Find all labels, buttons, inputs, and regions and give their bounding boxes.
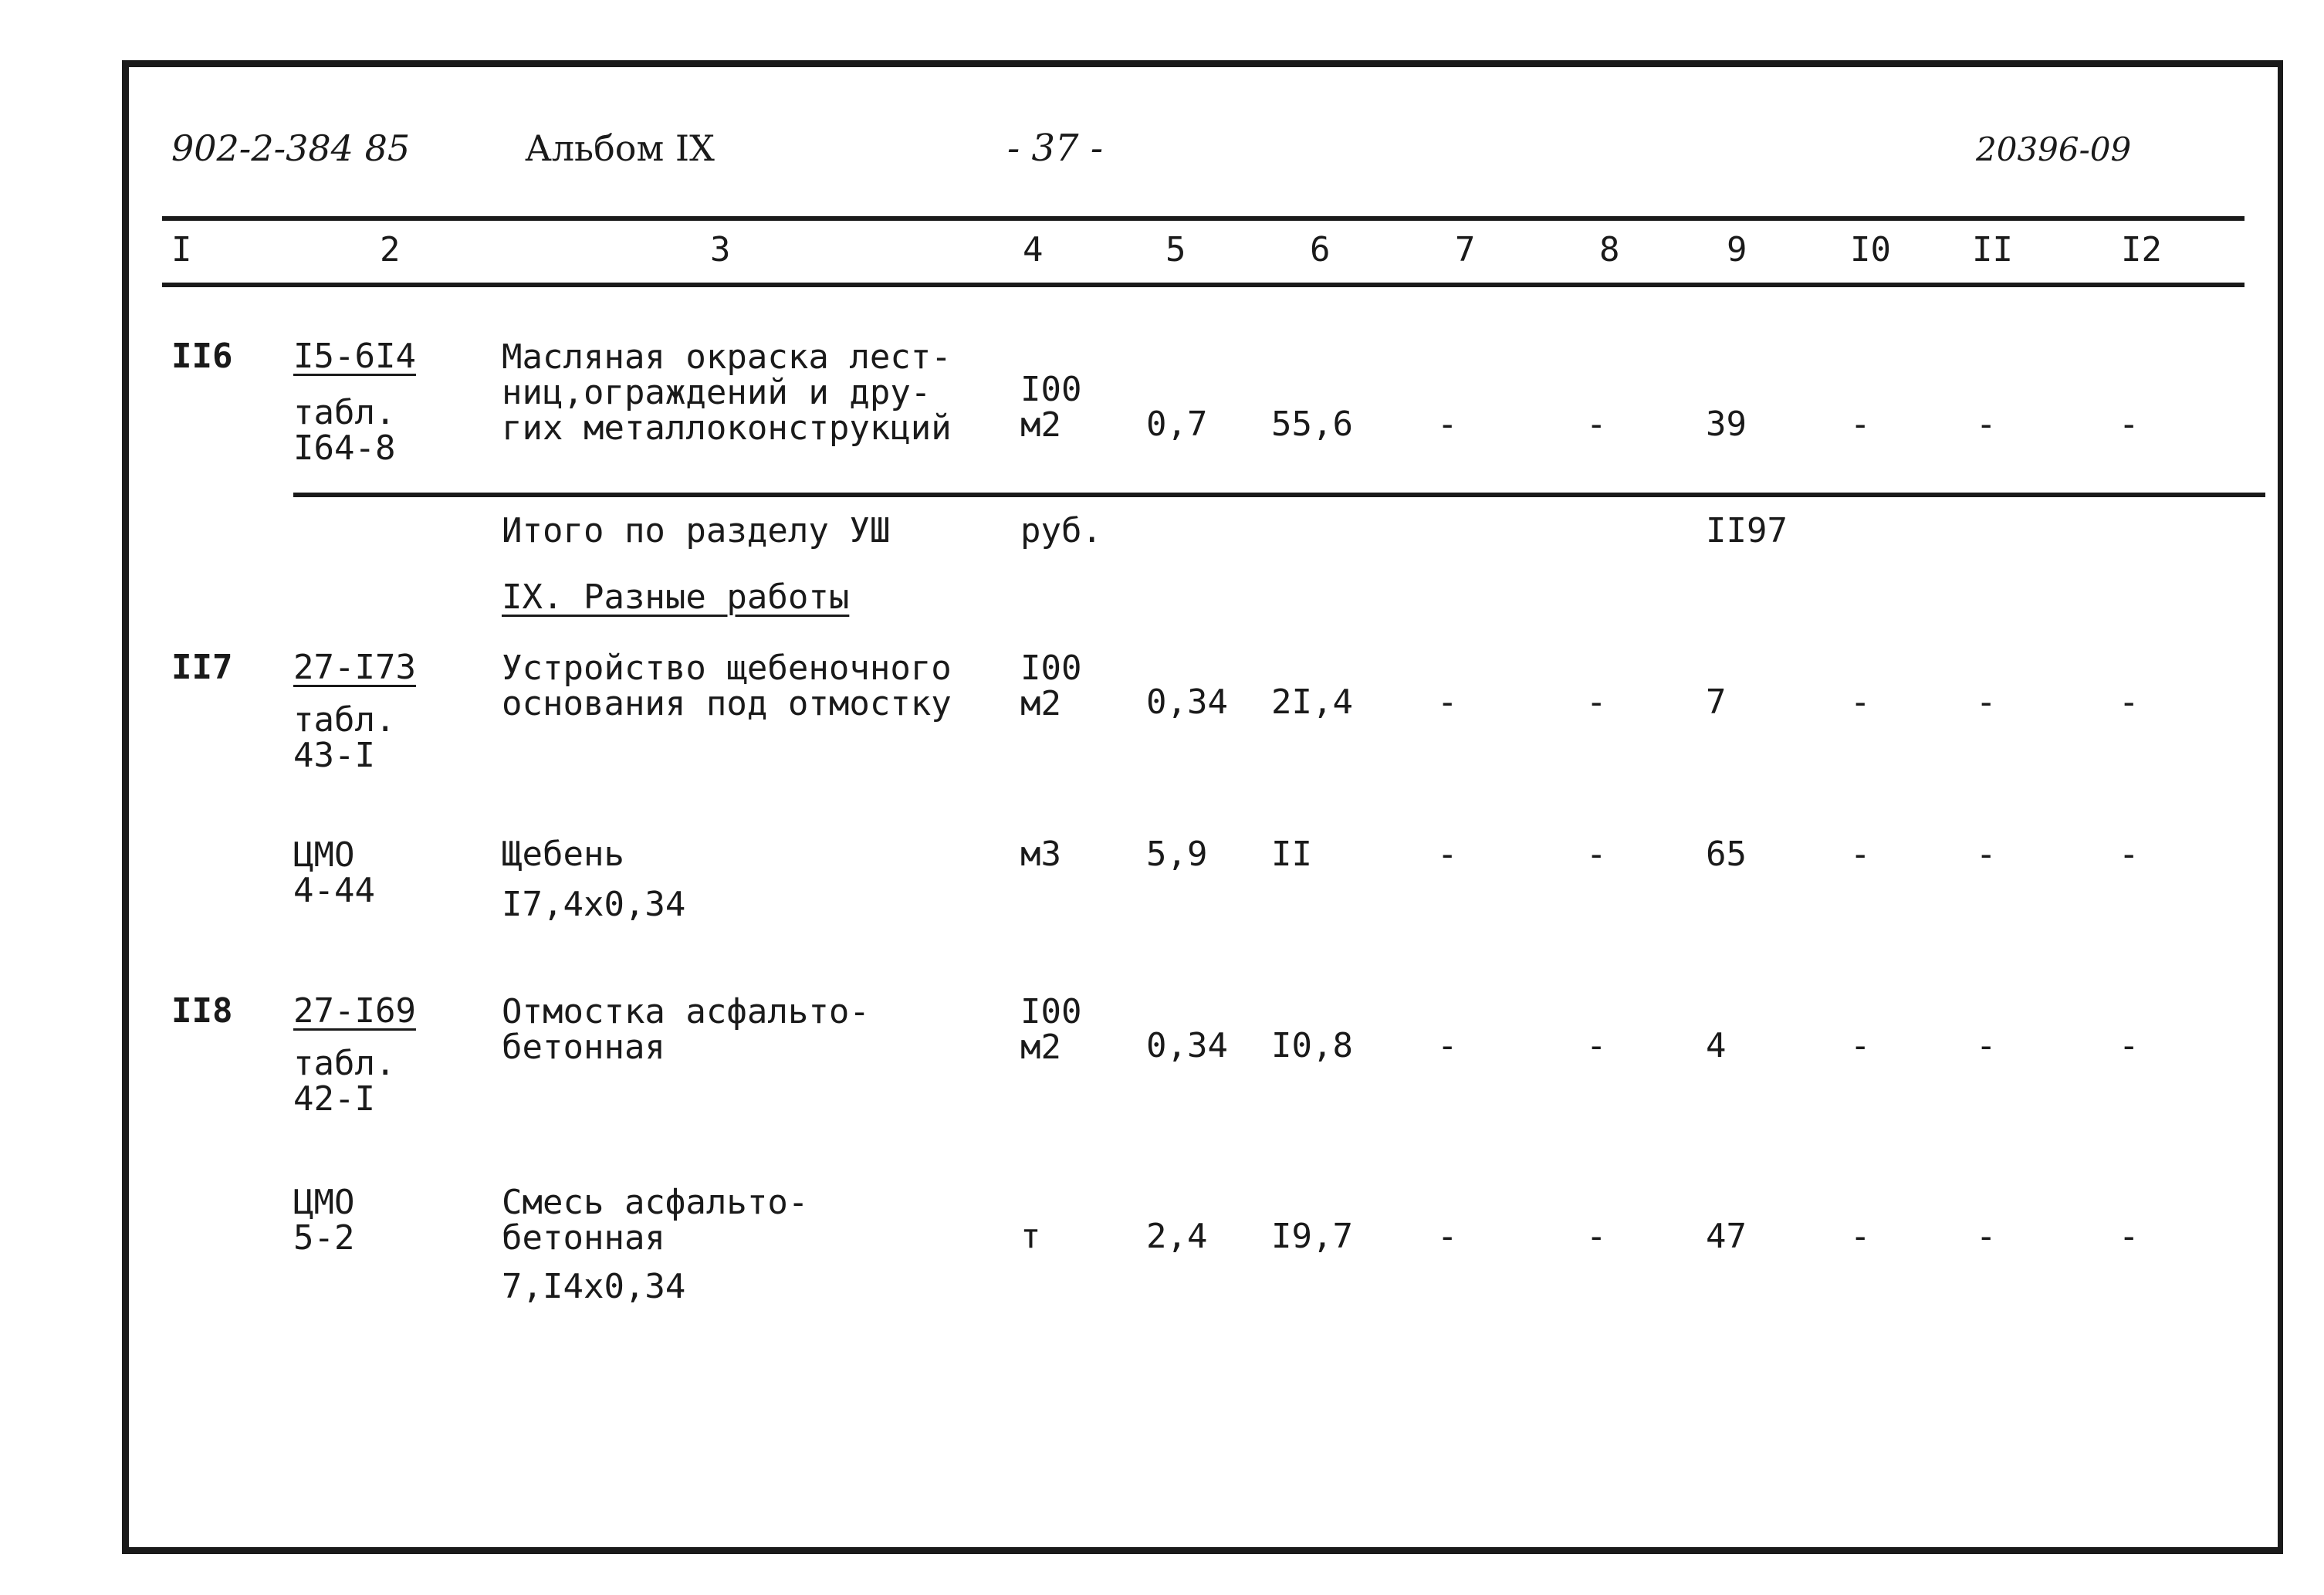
row-number: II8: [171, 991, 233, 1031]
col-num-8: 8: [1599, 230, 1620, 269]
col9-value: 7: [1706, 682, 1727, 722]
norm-code: 27-I73: [293, 648, 416, 687]
col7-value: -: [1437, 1026, 1458, 1065]
col7-value: -: [1437, 1217, 1458, 1256]
col11-value: -: [1976, 1217, 1997, 1256]
col10-value: -: [1850, 682, 1871, 722]
total-value: II97: [1706, 511, 1788, 550]
section-rule: [293, 493, 2265, 497]
col9-value: 65: [1706, 835, 1747, 874]
norm-code: 27-I69: [293, 991, 416, 1031]
col-num-10: I0: [1850, 230, 1891, 269]
header-bottom-rule: [162, 283, 2245, 287]
col10-value: -: [1850, 835, 1871, 874]
norm-ref: ЦМО 4-44: [293, 835, 375, 910]
col-num-6: 6: [1310, 230, 1331, 269]
col9-value: 4: [1706, 1026, 1727, 1065]
col10-value: -: [1850, 1217, 1871, 1256]
col11-value: -: [1976, 1026, 1997, 1065]
col8-value: -: [1586, 1026, 1607, 1065]
norm-ref: табл. I64-8: [293, 393, 396, 468]
material-name: Смесь асфальто- бетонная: [502, 1183, 809, 1258]
album-label: Альбом IX: [525, 127, 715, 169]
quantity: 5,9: [1146, 835, 1208, 874]
col11-value: -: [1976, 682, 1997, 722]
norm-ref: табл. 43-I: [293, 700, 396, 775]
unit: м3: [1020, 835, 1061, 874]
header-top-rule: [162, 216, 2245, 221]
inventory-number: 20396-09: [1976, 130, 2132, 168]
col-num-7: 7: [1455, 230, 1476, 269]
unit: I00 м2: [1020, 992, 1082, 1067]
doc-code: 902-2-384 85: [171, 127, 411, 169]
total-label: Итого по разделу УШ: [502, 511, 891, 550]
row-number: II6: [171, 337, 233, 376]
norm-ref: ЦМО 5-2: [293, 1183, 355, 1258]
unit: т: [1020, 1217, 1041, 1256]
work-description: Отмостка асфальто- бетонная: [502, 992, 870, 1067]
col8-value: -: [1586, 682, 1607, 722]
col8-value: -: [1586, 835, 1607, 874]
quantity: 0,7: [1146, 405, 1208, 444]
col-num-11: II: [1972, 230, 2013, 269]
col9-value: 47: [1706, 1217, 1747, 1256]
col6-value: 2I,4: [1271, 682, 1353, 722]
page-number: - 37 -: [1007, 127, 1104, 170]
col11-value: -: [1976, 835, 1997, 874]
col8-value: -: [1586, 1217, 1607, 1256]
quantity: 2,4: [1146, 1217, 1208, 1256]
col11-value: -: [1976, 405, 1997, 444]
col-num-5: 5: [1165, 230, 1186, 269]
col9-value: 39: [1706, 405, 1747, 444]
section-title: IX. Разные работы: [502, 577, 850, 617]
col-num-9: 9: [1727, 230, 1747, 269]
col8-value: -: [1586, 405, 1607, 444]
quantity: 0,34: [1146, 1026, 1228, 1065]
col12-value: -: [2119, 682, 2140, 722]
col12-value: -: [2119, 1026, 2140, 1065]
col6-value: 55,6: [1271, 405, 1353, 444]
work-description: Масляная окраска лест- ниц,ограждений и дру- гих металлоконструкций: [502, 337, 952, 448]
unit: I00 м2: [1020, 648, 1082, 723]
row-number: II7: [171, 648, 233, 687]
col6-value: II: [1271, 835, 1312, 874]
col10-value: -: [1850, 405, 1871, 444]
col6-value: I0,8: [1271, 1026, 1353, 1065]
col-num-3: 3: [710, 230, 731, 269]
col12-value: -: [2119, 835, 2140, 874]
unit: I00 м2: [1020, 370, 1082, 445]
col10-value: -: [1850, 1026, 1871, 1065]
col7-value: -: [1437, 835, 1458, 874]
col12-value: -: [2119, 1217, 2140, 1256]
col12-value: -: [2119, 405, 2140, 444]
calculation: 7,I4x0,34: [502, 1267, 686, 1306]
col-num-12: I2: [2121, 230, 2162, 269]
col-num-2: 2: [380, 230, 401, 269]
material-name: Щебень: [502, 835, 624, 874]
work-description: Устройство щебеночного основания под отмостку: [502, 648, 952, 723]
quantity: 0,34: [1146, 682, 1228, 722]
col7-value: -: [1437, 682, 1458, 722]
calculation: I7,4x0,34: [502, 885, 686, 924]
total-unit: руб.: [1020, 511, 1102, 550]
norm-ref: табл. 42-I: [293, 1044, 396, 1119]
col6-value: I9,7: [1271, 1217, 1353, 1256]
norm-code: I5-6I4: [293, 337, 416, 376]
col-num-1: I: [171, 230, 192, 269]
col-num-4: 4: [1023, 230, 1044, 269]
col7-value: -: [1437, 405, 1458, 444]
